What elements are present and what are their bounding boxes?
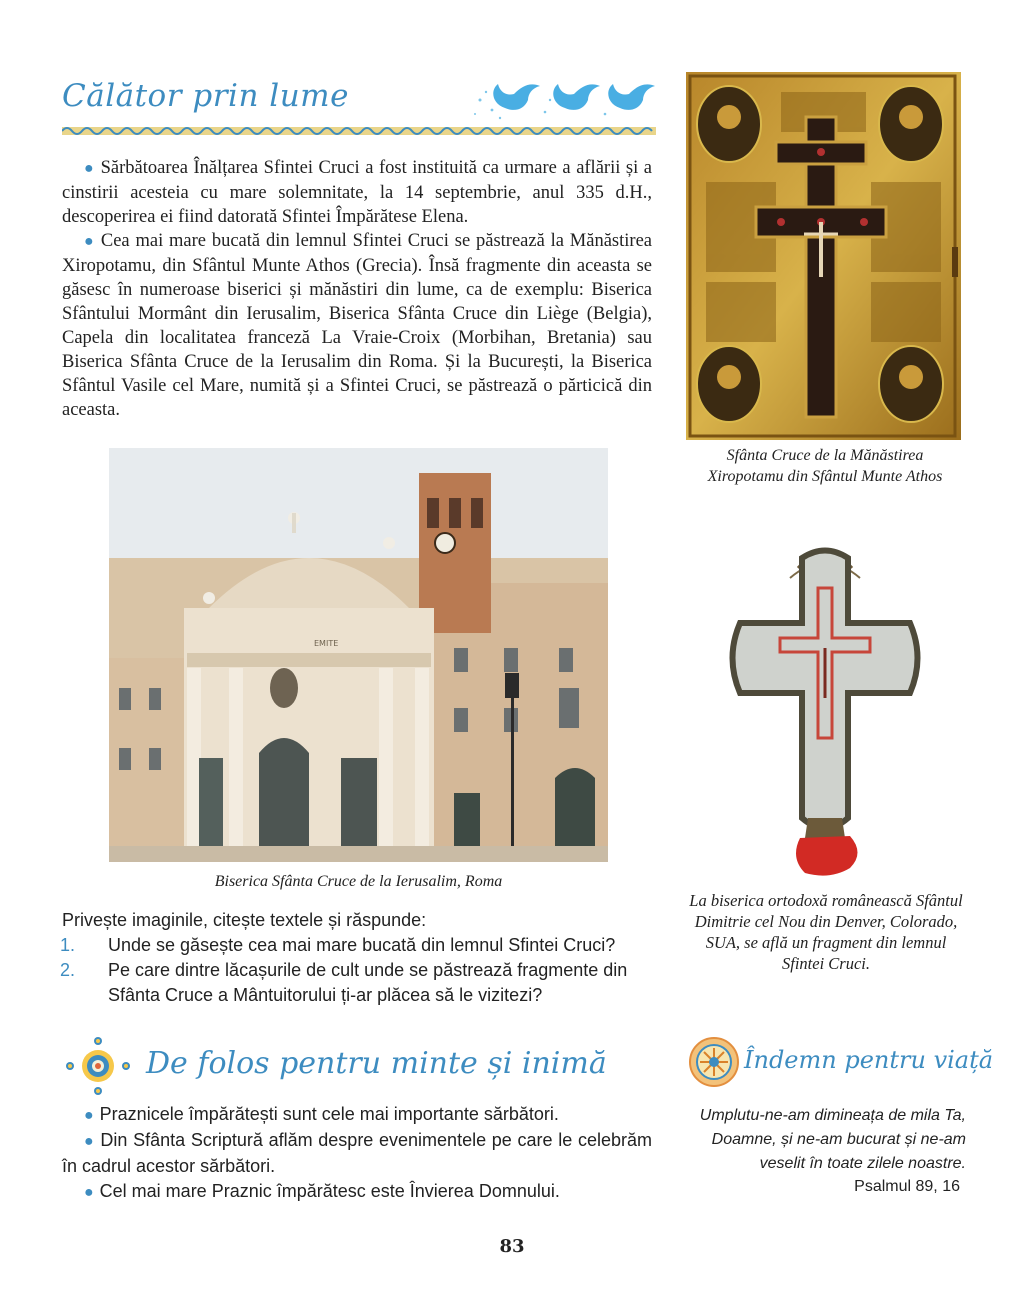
caption-athos-cross: Sfânta Cruce de la Mănăstirea Xiropotamu din Sfântul Munte Athos [707,447,943,485]
bullet-icon: ● [84,1184,94,1201]
caption-basilica: Biserica Sfânta Cruce de la Ierusalim, Roma [214,873,503,890]
wavy-divider [62,124,656,138]
basilica-image [109,448,608,862]
section2-bullet-2: ● Din Sfânta Scriptură aflăm despre evenimentele pe care le celebrăm în cadrul acestor sărbători. [62,1130,652,1176]
questions-block [62,908,662,1008]
birds-decoration-icon [470,70,660,125]
bullet-icon: ● [84,233,95,250]
page-number: 83 [499,1236,525,1257]
sun-medallion-icon [688,1036,740,1088]
bullet-icon: ● [84,160,95,177]
question-1: 1. Unde se găsește cea mai mare bucată din lemnul Sfintei Cruci? [62,933,662,958]
bullet-icon: ● [84,1133,95,1150]
caption-denver: La biserica ortodoxă românească Sfântul Dimitrie cel Nou din Denver, Colorado, SUA, se află un fragment din lemnul Sfintei Cruci. [689,891,963,973]
section2-bullet-3: ● Cel mai mare Praznic împărătesc este Învierea Domnului. [84,1181,560,1201]
question-number: 1. [60,935,76,955]
paragraph-2: ● Cea mai mare bucată din lemnul Sfintei Cruci se păstrează la Mănăstirea Xiropotamu, din Sfântul Munte Athos (Grecia). Însă fragmente din aceasta se găsesc în numeroase biserici și mănăstiri din lume, ca de exemplu: Biserica Sfântului Mormânt din Ierusalim, Biserica Sfânta Cruce din Liège (Belgia), Capela din localitatea franceză La Vraie-Croix (Morbihan, Bretania) sau Biserica Sfânta Cruce de la Ierusalim din Roma. Și la București, la Biserica Sfântul Vasile cel Mare, numită și a Sfintei Cruci, se păstrează o părticică din aceasta. [62,231,652,420]
question-2: 2. Pe care dintre lăcașurile de cult unde se păstrează fragmente din Sfânta Cruce a Mântuitorului ți-ar plăcea să le vizitezi? [60,960,628,1005]
bullet-icon: ● [84,1107,94,1124]
mandala-decoration-icon [58,1034,138,1098]
quote-text: Umplutu-ne-am dimineața de mila Ta, Doamne, și ne-am bucurat și ne-am veselit în toate zilele noastre. [699,1107,966,1172]
section-title-indemn: Îndemn pentru viață [744,1046,994,1074]
facade-inscription: EMITE [314,639,339,648]
paragraph-1: ● Sărbătoarea Înălțarea Sfintei Cruci a fost instituită ca urmare a aflării și a cinstirii acesteia cu mare solemnitate, la 14 septembrie, anul 335 d.H., descoperirea ei fiind datorată Sfintei Împărătese Elena. [62,158,652,227]
section1-text [62,156,652,422]
section-title-de-folos: De folos pentru minte și inimă [146,1046,607,1081]
section2-text [62,1102,652,1205]
athos-cross-image [686,72,961,440]
section2-bullet-1: ● Praznicele împărătești sunt cele mai importante sărbători. [84,1104,559,1124]
quote-reference: Psalmul 89, 16 [854,1178,960,1195]
questions-intro: Privește imaginile, citește textele și răspunde: [62,910,427,930]
denver-cross-image [720,538,930,878]
question-number: 2. [60,960,76,980]
section-title-calator: Călător prin lume [62,78,349,114]
